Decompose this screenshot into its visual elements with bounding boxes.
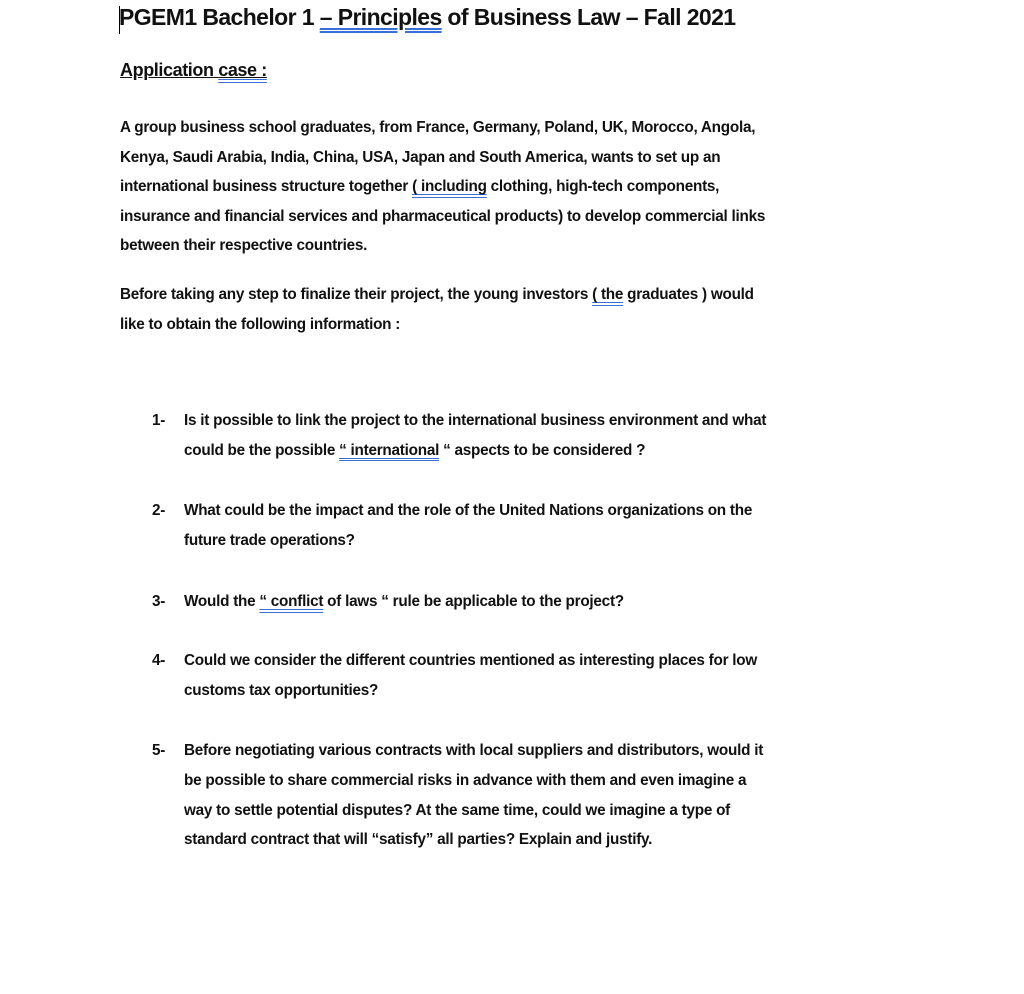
question-item (152, 587, 624, 617)
text-run: of laws “ rule be applicable to the project? (323, 593, 624, 610)
text-run: Application (120, 60, 219, 80)
text-line (120, 231, 765, 261)
intro-paragraph (120, 113, 765, 261)
text-run: graduates ) would (623, 286, 754, 303)
text-run: future trade operations? (184, 531, 355, 549)
text-line (184, 587, 624, 617)
question-item (152, 496, 752, 556)
spellcheck-flagged-text: case : (218, 60, 267, 80)
question-number: 4- (152, 652, 166, 669)
text-run: way to settle potential disputes? At the same time, could we imagine a type of (184, 801, 731, 819)
text-line (184, 406, 766, 436)
document-title (119, 4, 735, 31)
text-run: insurance and financial services and pharmaceutical products) to develop commercial links (120, 207, 766, 225)
text-line (184, 825, 763, 855)
text-line (184, 646, 757, 676)
section-heading (120, 60, 267, 81)
text-line (120, 280, 754, 310)
text-run: clothing, high-tech components, (486, 178, 720, 196)
text-run: standard contract that will “satisfy” all parties? Explain and justify. (184, 831, 653, 849)
text-run: could be the possible (184, 441, 340, 459)
text-line (120, 143, 765, 173)
text-run: PGEM1 Bachelor 1 (119, 4, 320, 30)
text-line (184, 736, 763, 766)
text-run: Is it possible to link the project to the international business environment and what (184, 412, 767, 429)
text-run: Before taking any step to finalize their project, the young investors (120, 286, 593, 303)
text-line (184, 676, 757, 706)
text-run: “ aspects to be considered ? (439, 441, 646, 459)
text-run: Could we consider the different countries mentioned as interesting places for low (184, 652, 758, 669)
text-run: be possible to share commercial risks in advance with them and even imagine a (184, 771, 747, 789)
spellcheck-flagged-text: ( including (412, 178, 487, 196)
text-run: A group business school graduates, from France, Germany, Poland, UK, Morocco, Angola, (120, 119, 756, 136)
spellcheck-flagged-text: “ conflict (259, 593, 324, 610)
text-line (184, 496, 752, 526)
text-run: Before negotiating various contracts with local suppliers and distributors, would it (184, 742, 764, 759)
spellcheck-flagged-text: “ international (339, 441, 440, 459)
question-number: 1- (152, 412, 166, 429)
text-line (184, 436, 766, 466)
text-run: of Business Law – Fall 2021 (441, 4, 736, 30)
text-line (120, 310, 754, 340)
text-run: international business structure together (120, 178, 413, 196)
question-item (152, 736, 763, 855)
text-line (184, 526, 752, 556)
question-number: 2- (152, 502, 166, 519)
text-line (184, 796, 763, 826)
question-item (152, 406, 766, 466)
text-run: like to obtain the following information : (120, 315, 401, 333)
request-paragraph (120, 280, 754, 339)
text-run: Kenya, Saudi Arabia, India, China, USA, Japan and South America, wants to set up an (120, 148, 721, 166)
question-number: 3- (152, 593, 166, 610)
spellcheck-flagged-text: ( the (592, 286, 624, 303)
text-line (120, 113, 765, 143)
text-run: customs tax opportunities? (184, 681, 379, 699)
text-line (120, 202, 765, 232)
question-number: 5- (152, 742, 166, 759)
text-run: between their respective countries. (120, 237, 368, 255)
text-run: Would the (184, 593, 260, 610)
spellcheck-flagged-text: – Principles (319, 4, 442, 30)
text-line (184, 766, 763, 796)
text-run: What could be the impact and the role of the United Nations organizations on the (184, 502, 753, 519)
question-item (152, 646, 757, 706)
text-line (120, 172, 765, 202)
